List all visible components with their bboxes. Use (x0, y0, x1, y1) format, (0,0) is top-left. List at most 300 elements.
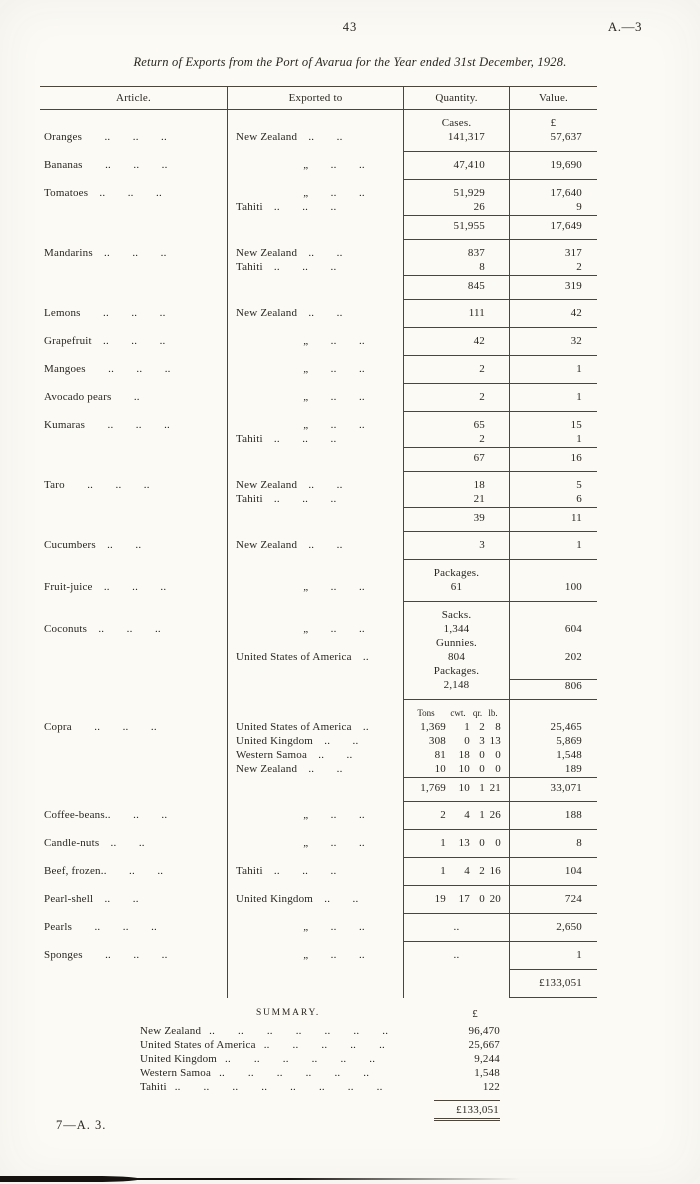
exported-to-cell (228, 802, 404, 809)
quantity-part: 1 (464, 721, 470, 733)
exported-to-cell: New Zealand .. .. (228, 763, 404, 777)
article-cell: Oranges .. .. .. (40, 131, 228, 145)
value-cell (510, 830, 597, 837)
spacer-row (40, 525, 597, 532)
table-row (40, 921, 597, 935)
exported-to-cell (228, 507, 404, 525)
quantity-cell (404, 240, 510, 247)
quantity-cell (404, 942, 510, 949)
article-cell (40, 349, 228, 356)
value-cell: 25,465 (550, 721, 582, 733)
article-cell: Coffee-beans.. .. .. (40, 809, 228, 823)
value-cell: 15 (570, 419, 582, 431)
exported-to-cell (228, 823, 404, 830)
article-cell (40, 763, 228, 777)
quantity-cell (404, 935, 510, 942)
value-cell (510, 300, 597, 307)
quantity-part: cwt. (450, 708, 466, 718)
quantity-cell: 141,317 (404, 131, 510, 145)
spacer-row (40, 942, 597, 949)
spacer-row (40, 532, 597, 539)
quantity-cell: 2 (404, 433, 510, 447)
report-title: Return of Exports from the Port of Avarua for the Year ended 31st December, 1928. (133, 55, 567, 69)
quantity-cell: 845 (404, 275, 510, 293)
spacer-row (40, 858, 597, 865)
exported-to-cell (228, 907, 404, 914)
article-cell (40, 886, 228, 893)
quantity-cell (404, 300, 510, 307)
spacer-row (40, 795, 597, 802)
value-cell: 16 (510, 447, 597, 465)
exported-to-cell (228, 384, 404, 391)
article-cell: Coconuts .. .. .. (40, 623, 228, 637)
spacer-row (40, 349, 597, 356)
article-cell (40, 275, 228, 293)
exported-to-cell: „ .. .. (228, 837, 404, 851)
table-row (40, 749, 597, 763)
exported-to-cell (228, 300, 404, 307)
value-cell (510, 110, 597, 117)
quantity-cell (404, 595, 510, 602)
exported-to-cell (228, 602, 404, 609)
value-cell: 319 (510, 275, 597, 293)
table-row (40, 419, 597, 433)
exported-to-cell (228, 679, 404, 693)
spacer-row (40, 180, 597, 187)
exported-to-cell: Tahiti .. .. .. (228, 493, 404, 507)
quantity-cell: 39 (404, 507, 510, 525)
table-row (40, 837, 597, 851)
quantity-cell: 1,344 (404, 623, 510, 637)
quantity-cell (404, 532, 510, 539)
quantity-cell (404, 777, 510, 795)
leader-dots: .. .. .. .. .. .. .. .. (174, 1081, 383, 1093)
value-cell: 57,637 (550, 131, 582, 143)
article-cell (40, 858, 228, 865)
spacer-row (40, 152, 597, 159)
exported-to-cell: „ .. .. (228, 363, 404, 377)
quantity-cell: 804 (404, 651, 510, 665)
exported-to-cell (228, 851, 404, 858)
quantity-cell: 65 (404, 419, 510, 433)
table-row (40, 707, 597, 721)
exported-to-cell (228, 707, 404, 721)
article-cell (40, 152, 228, 159)
exported-to-cell (228, 465, 404, 472)
article-cell (40, 110, 228, 117)
value-cell: 104 (564, 865, 582, 877)
quantity-part: 0 (479, 893, 485, 905)
summary-country-label: Tahiti (140, 1081, 167, 1093)
exported-to-cell (228, 356, 404, 363)
value-cell (510, 914, 597, 921)
quantity-cell (404, 321, 510, 328)
article-cell (40, 507, 228, 525)
article-cell (40, 465, 228, 472)
exported-to-cell (228, 567, 404, 581)
quantity-cell: 51,929 (404, 187, 510, 201)
exported-to-cell: „ .. .. (228, 809, 404, 823)
spacer-row (40, 465, 597, 472)
value-cell: 19,690 (550, 159, 582, 171)
exported-to-cell: „ .. .. (228, 335, 404, 349)
exported-to-cell: Tahiti .. .. .. (228, 433, 404, 447)
exported-to-cell (228, 595, 404, 602)
exported-to-cell (228, 700, 404, 707)
quantity-cell (404, 152, 510, 159)
quantity-cell (404, 749, 510, 763)
exported-to-cell (228, 560, 404, 567)
value-cell (510, 707, 597, 721)
article-cell (40, 651, 228, 665)
value-cell: 33,071 (510, 777, 597, 795)
value-cell (510, 693, 597, 700)
table-row (40, 609, 597, 623)
spacer-row (40, 830, 597, 837)
quantity-cell: 42 (404, 335, 510, 349)
spacer-row (40, 553, 597, 560)
spacer-row (40, 602, 597, 609)
quantity-cell: Sacks. (404, 609, 510, 623)
value-cell (510, 412, 597, 419)
article-cell (40, 795, 228, 802)
article-cell (40, 595, 228, 602)
quantity-part: 1,369 (420, 721, 446, 733)
table-row (40, 809, 597, 823)
quantity-cell: Cases. (404, 117, 510, 131)
quantity-part: 4 (464, 809, 470, 821)
value-cell: 17,640 (550, 187, 582, 199)
summary-amount: 1,548 (474, 1067, 500, 1079)
quantity-cell: 51,955 (404, 215, 510, 233)
value-cell (510, 970, 597, 977)
exported-to-cell (228, 665, 404, 679)
article-cell: Bananas .. .. .. (40, 159, 228, 173)
spacer-row (40, 356, 597, 363)
quantity-cell: 837 (404, 247, 510, 261)
article-cell (40, 991, 228, 998)
exported-to-cell (228, 173, 404, 180)
value-cell: 1,548 (556, 749, 582, 761)
value-cell: 189 (564, 763, 582, 775)
exported-to-cell (228, 879, 404, 886)
quantity-cell: 61 (404, 581, 510, 595)
table-row (40, 539, 597, 553)
value-cell: 1 (576, 433, 582, 445)
exported-to-cell (228, 553, 404, 560)
subtotal-row (40, 507, 597, 525)
article-cell (40, 907, 228, 914)
value-cell (510, 879, 597, 886)
article-cell (40, 560, 228, 567)
value-cell (510, 858, 597, 865)
quantity-cell (404, 525, 510, 532)
spacer-row (40, 886, 597, 893)
summary-title: SUMMARY. (255, 1008, 321, 1018)
quantity-part: 21 (489, 782, 501, 794)
article-cell (40, 602, 228, 609)
exported-to-cell: Tahiti .. .. .. (228, 261, 404, 275)
spacer-row (40, 321, 597, 328)
spacer-row (40, 110, 597, 117)
quantity-cell (404, 328, 510, 335)
quantity-cell (404, 707, 510, 721)
column-header-quantity: Quantity. (404, 87, 510, 109)
value-cell (510, 293, 597, 300)
quantity-cell (404, 963, 510, 970)
summary-amount: 9,244 (474, 1053, 500, 1065)
table-row (40, 201, 597, 215)
value-cell: 724 (564, 893, 582, 905)
table-row (40, 721, 597, 735)
value-cell: 1 (576, 363, 582, 375)
subtotal-row (40, 275, 597, 293)
value-cell (510, 560, 597, 567)
spacer-row (40, 963, 597, 970)
quantity-cell: Packages. (404, 567, 510, 581)
exported-to-cell: Tahiti .. .. .. (228, 201, 404, 215)
article-cell (40, 700, 228, 707)
value-cell (510, 595, 597, 602)
quantity-cell (404, 886, 510, 893)
exported-to-cell (228, 637, 404, 651)
exported-to-cell (228, 914, 404, 921)
table-row (40, 307, 597, 321)
article-cell: Tomatoes .. .. .. (40, 187, 228, 201)
exported-to-cell (228, 117, 404, 131)
quantity-cell (404, 907, 510, 914)
exported-to-cell: „ .. .. (228, 391, 404, 405)
summary-section (140, 1008, 500, 1121)
article-cell (40, 173, 228, 180)
value-cell: 1 (576, 539, 582, 551)
quantity-cell: 67 (404, 447, 510, 465)
quantity-cell (404, 349, 510, 356)
spacer-row (40, 851, 597, 858)
summary-row (140, 1039, 500, 1053)
exported-to-cell (228, 275, 404, 293)
value-cell (510, 233, 597, 240)
article-cell (40, 525, 228, 532)
exported-to-cell (228, 180, 404, 187)
article-cell (40, 328, 228, 335)
table-row (40, 261, 597, 275)
spacer-row (40, 472, 597, 479)
spacer-row (40, 560, 597, 567)
table-row (40, 665, 597, 679)
exported-to-cell (228, 693, 404, 700)
table-row (40, 865, 597, 879)
quantity-part: 1 (440, 865, 446, 877)
table-row (40, 581, 597, 595)
quantity-cell (404, 879, 510, 886)
quantity-cell (404, 914, 510, 921)
exported-to-cell (228, 321, 404, 328)
summary-header (140, 1008, 500, 1025)
quantity-cell (404, 809, 510, 823)
exported-to-cell (228, 240, 404, 247)
quantity-cell (404, 465, 510, 472)
summary-amount: 96,470 (468, 1025, 500, 1037)
spacer-row (40, 384, 597, 391)
value-cell (510, 377, 597, 384)
quantity-cell: 111 (404, 307, 510, 321)
value-cell (510, 328, 597, 335)
quantity-part: 10 (458, 763, 470, 775)
leader-dots: .. .. .. .. .. .. (225, 1053, 376, 1065)
exported-to-cell (228, 609, 404, 623)
article-cell (40, 261, 228, 275)
article-cell (40, 472, 228, 479)
exported-to-cell (228, 349, 404, 356)
value-cell: 42 (570, 307, 582, 319)
article-cell: Mandarins .. .. .. (40, 247, 228, 261)
exported-to-cell (228, 991, 404, 998)
article-cell (40, 679, 228, 693)
exported-to-cell: United Kingdom .. .. (228, 893, 404, 907)
value-cell: 6 (576, 493, 582, 505)
quantity-part: 18 (458, 749, 470, 761)
table-row (40, 763, 597, 777)
value-cell (510, 942, 597, 949)
quantity-cell (404, 356, 510, 363)
exported-to-cell (228, 795, 404, 802)
table-row (40, 479, 597, 493)
quantity-part: 1 (479, 809, 485, 821)
table-row (40, 637, 597, 651)
article-cell (40, 233, 228, 240)
column-header-article: Article. (40, 87, 228, 109)
article-cell (40, 384, 228, 391)
article-cell (40, 802, 228, 809)
article-cell (40, 493, 228, 507)
exported-to-cell: New Zealand .. .. (228, 479, 404, 493)
value-cell (510, 472, 597, 479)
exported-to-cell (228, 152, 404, 159)
quantity-cell (404, 795, 510, 802)
quantity-cell (404, 700, 510, 707)
quantity-part: 4 (464, 865, 470, 877)
quantity-cell (404, 893, 510, 907)
article-cell (40, 914, 228, 921)
article-cell (40, 356, 228, 363)
exported-to-cell (228, 145, 404, 152)
value-cell (510, 349, 597, 356)
spacer-row (40, 300, 597, 307)
table-header-row (40, 86, 597, 110)
article-cell (40, 830, 228, 837)
quantity-part: 2 (479, 865, 485, 877)
quantity-cell (404, 560, 510, 567)
quantity-cell (404, 802, 510, 809)
value-cell (510, 665, 597, 679)
article-cell: Taro .. .. .. (40, 479, 228, 493)
exported-to-cell (228, 858, 404, 865)
article-cell (40, 567, 228, 581)
value-cell (510, 637, 597, 651)
article-cell (40, 777, 228, 795)
article-cell (40, 300, 228, 307)
column-header-value: Value. (539, 92, 568, 104)
article-cell (40, 293, 228, 300)
document-reference: A.—3 (607, 19, 642, 34)
quantity-part: 8 (495, 721, 501, 733)
quantity-part: 0 (479, 763, 485, 775)
exported-to-cell: „ .. .. (228, 159, 404, 173)
table-row (40, 391, 597, 405)
quantity-cell (404, 377, 510, 384)
value-cell: 806 (510, 679, 597, 693)
quantity-cell (404, 735, 510, 749)
quantity-cell (404, 693, 510, 700)
quantity-cell (404, 970, 510, 977)
quantity-cell (404, 851, 510, 858)
article-cell: Pearls .. .. .. (40, 921, 228, 935)
quantity-cell: .. (404, 921, 510, 935)
table-row (40, 335, 597, 349)
table-row (40, 187, 597, 201)
value-cell: 1 (576, 391, 582, 403)
table-row (40, 735, 597, 749)
article-cell (40, 433, 228, 447)
quantity-part: 16 (489, 865, 501, 877)
quantity-cell (404, 173, 510, 180)
exported-to-cell: United States of America .. (228, 721, 404, 735)
subtotal-row (40, 777, 597, 795)
exported-to-cell: „ .. .. (228, 187, 404, 201)
spacer-row (40, 693, 597, 700)
table-row (40, 651, 597, 665)
article-cell (40, 735, 228, 749)
summary-amount: 122 (482, 1081, 500, 1093)
table-row (40, 363, 597, 377)
table-row (40, 949, 597, 963)
quantity-part: 3 (479, 735, 485, 747)
quantity-cell (404, 763, 510, 777)
article-cell (40, 201, 228, 215)
spacer-row (40, 991, 597, 998)
spacer-row (40, 907, 597, 914)
quantity-cell (404, 405, 510, 412)
exported-to-cell: „ .. .. (228, 949, 404, 963)
value-cell: 2,650 (556, 921, 582, 933)
spacer-row (40, 935, 597, 942)
article-cell: Grapefruit .. .. .. (40, 335, 228, 349)
spacer-row (40, 823, 597, 830)
article-cell: Pearl-shell .. .. (40, 893, 228, 907)
quantity-part: 26 (489, 809, 501, 821)
quantity-part: 10 (458, 782, 470, 794)
article-cell (40, 240, 228, 247)
spacer-row (40, 377, 597, 384)
value-cell (510, 180, 597, 187)
spacer-row (40, 595, 597, 602)
quantity-cell (404, 293, 510, 300)
article-cell (40, 405, 228, 412)
exported-to-cell (228, 886, 404, 893)
quantity-part: qr. (472, 708, 483, 718)
article-cell (40, 935, 228, 942)
table-row (40, 131, 597, 145)
value-cell (510, 935, 597, 942)
page-header (0, 20, 700, 38)
value-cell: 9 (576, 201, 582, 213)
leader-dots: .. .. .. .. .. .. .. (209, 1025, 389, 1037)
quantity-part: 19 (434, 893, 446, 905)
quantity-part: 13 (458, 837, 470, 849)
quantity-part: 13 (489, 735, 501, 747)
quantity-cell (404, 384, 510, 391)
